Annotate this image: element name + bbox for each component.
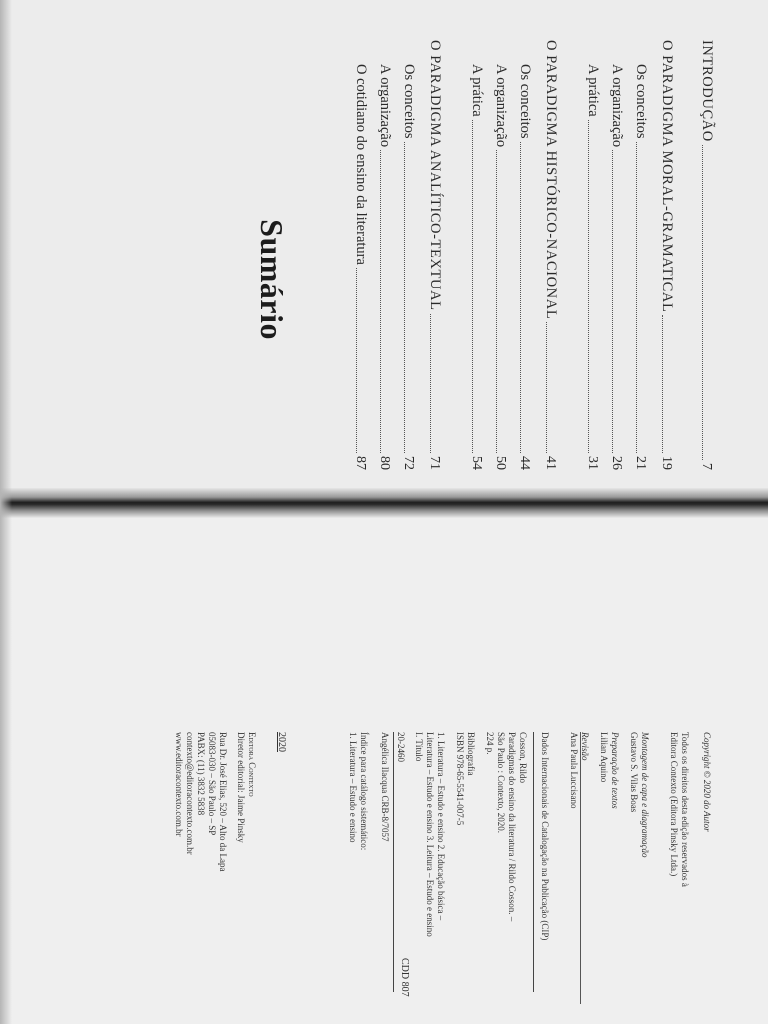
cover-credit-role: Montagem de capa e diagramação bbox=[640, 732, 650, 858]
toc-entry-label: A organização bbox=[377, 64, 393, 148]
toc-leader-dots bbox=[546, 322, 547, 453]
toc-entry-label: O PARADIGMA HISTÓRICO-NACIONAL bbox=[543, 40, 559, 320]
toc-section-entry bbox=[516, 40, 538, 470]
review-credit-role: Revisão bbox=[580, 732, 590, 761]
toc-section-entry bbox=[632, 40, 654, 470]
toc-entry-label: A prática bbox=[585, 64, 601, 117]
toc-page-number: 31 bbox=[585, 456, 600, 470]
review-credit-name: Ana Paula Luccisano bbox=[569, 732, 579, 809]
toc-chapter-entry bbox=[698, 40, 720, 470]
copyright-divider-rule bbox=[580, 732, 581, 1004]
cip-librarian: Angélica Ilacqua CRB-8/7057 bbox=[380, 732, 390, 842]
toc-leader-dots bbox=[588, 120, 589, 453]
toc-page-number: 7 bbox=[699, 463, 714, 470]
toc-entry-label: A organização bbox=[493, 64, 509, 148]
index-item: 1. Literatura – Estudo e ensino bbox=[348, 732, 358, 843]
toc-leader-dots bbox=[356, 268, 357, 453]
toc-chapter-entry bbox=[542, 40, 564, 470]
publisher-website: www.editoracontexto.com.br bbox=[174, 732, 184, 837]
cip-author: Cosson, Rildo bbox=[518, 732, 528, 784]
toc-page-number: 72 bbox=[401, 456, 416, 470]
cip-line-3: 224 p. bbox=[485, 732, 495, 755]
toc-entry-label: O PARADIGMA MORAL-GRAMATICAL bbox=[659, 40, 675, 313]
toc-heading: Sumário bbox=[254, 219, 290, 340]
publisher-email: contexto@editoracontexto.com.br bbox=[185, 732, 195, 855]
cip-subject-3: I. Título bbox=[414, 732, 424, 762]
toc-entry-label: Os conceitos bbox=[401, 64, 417, 139]
toc-section-entry bbox=[492, 40, 514, 470]
rights-line-1: Todos os direitos desta edição reservados à bbox=[680, 732, 690, 887]
publisher-cep: 05083-030 – São Paulo – SP bbox=[207, 732, 217, 836]
publisher-phone: PABX: (11) 3832 5838 bbox=[196, 732, 206, 816]
toc-leader-dots bbox=[636, 142, 637, 454]
cip-cdd: CDD 807 bbox=[399, 958, 410, 997]
toc-section-entry bbox=[376, 40, 398, 470]
toc-section-entry bbox=[608, 40, 630, 470]
toc-leader-dots bbox=[496, 150, 497, 453]
cip-top-rule bbox=[533, 732, 534, 992]
rights-line-2: Editora Contexto (Editora Pinsky Ltda.) bbox=[669, 732, 679, 877]
copyright-notice: Copyright © 2020 do Autor bbox=[702, 732, 712, 832]
prep-credit-role: Preparação de textos bbox=[610, 732, 620, 809]
table-of-contents bbox=[353, 40, 720, 480]
copyright-page bbox=[132, 732, 712, 1024]
toc-entry-label: A prática bbox=[469, 64, 485, 117]
toc-page-number: 80 bbox=[377, 456, 392, 470]
book-spine-gutter bbox=[0, 488, 768, 518]
toc-section-entry bbox=[352, 40, 374, 470]
cip-line-1: Paradigmas do ensino da literatura / Rildo Cosson. – bbox=[507, 732, 517, 922]
toc-entry-label: Os conceitos bbox=[633, 64, 649, 139]
toc-chapter-entry bbox=[426, 40, 448, 470]
toc-leader-dots bbox=[472, 120, 473, 453]
publisher-name: Editora Contexto bbox=[247, 732, 257, 797]
toc-leader-dots bbox=[520, 142, 521, 454]
toc-chapter-entry bbox=[658, 40, 680, 470]
cip-subject-2: Literatura – Estudo e ensino 3. Leitura – Estudo e ensino bbox=[425, 732, 435, 937]
cip-title: Dados Internacionais de Catalogação na Publicação (CIP) bbox=[540, 732, 550, 941]
index-title: Índice para catálogo sistemático: bbox=[359, 732, 369, 851]
toc-entry-label: Os conceitos bbox=[517, 64, 533, 139]
toc-leader-dots bbox=[430, 314, 431, 453]
toc-section-entry bbox=[584, 40, 606, 470]
cip-bibliography: Bibliografia bbox=[466, 732, 476, 776]
toc-page-number: 26 bbox=[609, 456, 624, 470]
page-edge-shadow bbox=[0, 0, 12, 1024]
cip-number: 20-2460 bbox=[396, 732, 406, 762]
prep-credit-name: Lilian Aquino bbox=[599, 732, 609, 783]
cip-bottom-rule bbox=[393, 732, 394, 992]
toc-entry-label: A organização bbox=[609, 64, 625, 148]
toc-page-number: 87 bbox=[353, 456, 368, 470]
toc-page-number: 44 bbox=[517, 456, 532, 470]
toc-entry-label: O PARADIGMA ANALÍTICO-TEXTUAL bbox=[427, 40, 443, 311]
toc-page-number: 19 bbox=[659, 456, 674, 470]
cip-subject-1: 1. Literatura – Estudo e ensino 2. Educação básica – bbox=[436, 732, 446, 921]
cip-line-2: São Paulo : Contexto, 2020. bbox=[496, 732, 506, 833]
cover-credit-name: Gustavo S. Vilas Boas bbox=[629, 732, 639, 813]
toc-leader-dots bbox=[662, 315, 663, 453]
toc-leader-dots bbox=[702, 145, 703, 460]
print-year: 2020 bbox=[276, 732, 287, 752]
publisher-address: Rua Dr. José Elias, 520 – Alto da Lapa bbox=[218, 732, 228, 872]
toc-section-entry bbox=[400, 40, 422, 470]
cip-isbn: ISBN 978-65-5541-007-5 bbox=[455, 732, 465, 826]
toc-page-number: 71 bbox=[427, 456, 442, 470]
publisher-director: Diretor editorial: Jaime Pinsky bbox=[236, 732, 246, 843]
toc-page-number: 54 bbox=[469, 456, 484, 470]
toc-section-entry bbox=[468, 40, 490, 470]
toc-entry-label: INTRODUÇÃO bbox=[699, 40, 715, 142]
toc-page-number: 50 bbox=[493, 456, 508, 470]
toc-leader-dots bbox=[404, 142, 405, 454]
toc-page-number: 21 bbox=[633, 456, 648, 470]
toc-leader-dots bbox=[380, 150, 381, 453]
toc-leader-dots bbox=[612, 150, 613, 453]
toc-entry-label: O cotidiano do ensino da literatura bbox=[353, 64, 369, 265]
toc-page-number: 41 bbox=[543, 456, 558, 470]
